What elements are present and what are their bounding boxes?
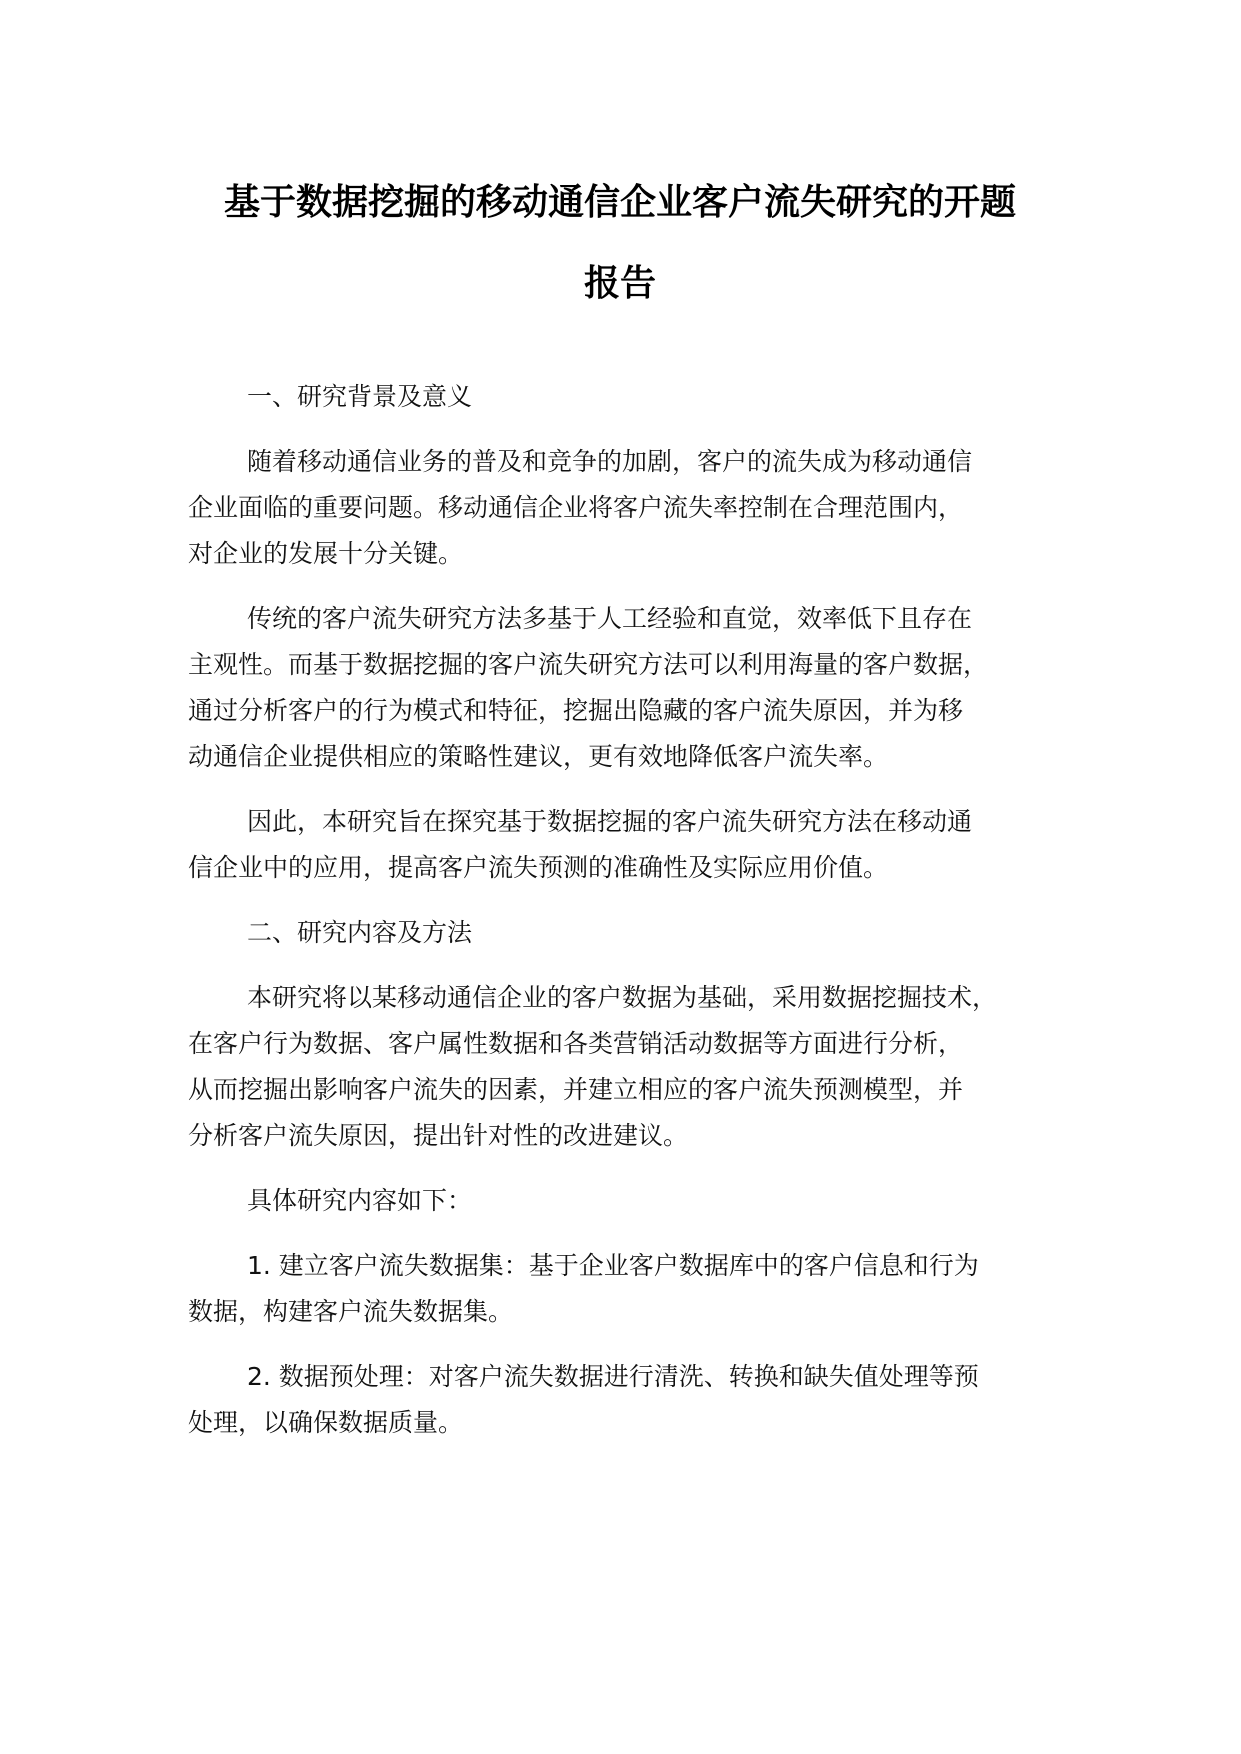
text-line: 通过分析客户的行为模式和特征，挖掘出隐藏的客户流失原因，并为移 [188,696,964,725]
section-heading-background: 一、研究背景及意义 [247,382,473,411]
paragraph-methods-intro [188,1178,1088,1224]
text-line: 本研究将以某移动通信企业的客户数据为基础，采用数据挖掘技术， [247,983,998,1012]
paragraph-methods-1 [188,975,1088,1159]
text-line: 分析客户流失原因，提出针对性的改进建议。 [188,1121,689,1150]
text-line: 企业面临的重要问题。移动通信企业将客户流失率控制在合理范围内， [188,493,964,522]
text-line: 主观性。而基于数据挖掘的客户流失研究方法可以利用海量的客户数据， [188,650,989,679]
list-item-1 [188,1243,1088,1335]
text-line: 因此，本研究旨在探究基于数据挖掘的客户流失研究方法在移动通 [247,807,973,836]
paragraph-background-3 [188,799,1088,891]
text-line: 具体研究内容如下： [247,1186,473,1215]
list-item-2 [188,1354,1088,1446]
text-line: 动通信企业提供相应的策略性建议，更有效地降低客户流失率。 [188,742,889,771]
text-line: 对企业的发展十分关键。 [188,539,464,568]
text-line: 2. 数据预处理：对客户流失数据进行清洗、转换和缺失值处理等预 [247,1362,979,1391]
text-line: 传统的客户流失研究方法多基于人工经验和直觉，效率低下且存在 [247,604,973,633]
text-line: 随着移动通信业务的普及和竞争的加剧，客户的流失成为移动通信 [247,447,973,476]
document-title-line-1: 基于数据挖掘的移动通信企业客户流失研究的开题 [223,182,1016,223]
text-line: 数据，构建客户流失数据集。 [188,1297,514,1326]
text-line: 信企业中的应用，提高客户流失预测的准确性及实际应用价值。 [188,853,889,882]
text-line: 1. 建立客户流失数据集：基于企业客户数据库中的客户信息和行为 [247,1251,979,1280]
paragraph-background-1 [188,439,1088,577]
section-heading-content-methods: 二、研究内容及方法 [247,918,473,947]
document-title-line-2: 报告 [583,263,656,304]
text-line: 处理，以确保数据质量。 [188,1408,464,1437]
text-line: 在客户行为数据、客户属性数据和各类营销活动数据等方面进行分析， [188,1029,964,1058]
document-body [188,374,1088,1465]
text-line: 从而挖掘出影响客户流失的因素，并建立相应的客户流失预测模型，并 [188,1075,964,1104]
paragraph-background-2 [188,596,1088,780]
